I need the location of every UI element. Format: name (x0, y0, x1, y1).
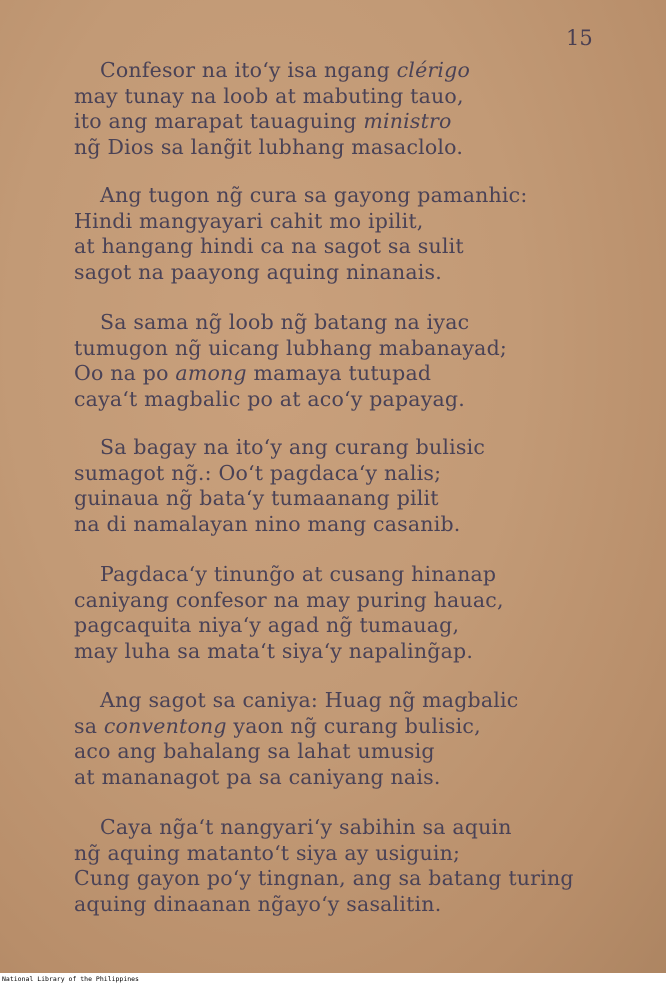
italic-word: clérigo (396, 58, 471, 82)
verse-line (74, 486, 634, 512)
stanza (74, 183, 634, 285)
stanza (74, 435, 634, 537)
verse-text: at hangang hindi ca na sagot sa sulit (74, 234, 464, 259)
verse-line (74, 234, 634, 260)
stanza (74, 815, 634, 917)
verse-text: ito ang marapat tauaguing (74, 109, 364, 134)
verse-line (74, 892, 634, 918)
verse-line (74, 336, 634, 362)
verse-text: yaon ng̃ curang bulisic, (226, 713, 481, 738)
verse-text: may luha sa mata‘t siya‘y napaling̃ap. (74, 638, 474, 663)
verse-line (74, 435, 634, 461)
verse-text: Ang tugon ng̃ cura sa gayong pamanhic: (100, 183, 528, 207)
verse-text: sumagot ng̃.: Oo‘t pagdaca‘y nalis; (74, 460, 442, 485)
verse-text: sagot na paayong aquing ninanais. (74, 259, 442, 284)
verse-line (74, 310, 634, 336)
stanza (74, 562, 634, 664)
verse-text: Ang sagot sa caniya: Huag ng̃ magbalic (100, 688, 519, 712)
verse-line (74, 512, 634, 538)
verse-line (74, 84, 634, 110)
verse-text: may tunay na loob at mabuting tauo, (74, 83, 464, 108)
verse-line (74, 588, 634, 614)
verse-line (74, 841, 634, 867)
italic-word: among (175, 361, 247, 386)
verse-text: Confesor na ito‘y isa ngang (100, 58, 397, 82)
verse-text: Cung gayon po‘y tingnan, ang sa batang turing (74, 866, 574, 891)
verse-line (74, 209, 634, 235)
verse-line (74, 714, 634, 740)
stanza (74, 688, 634, 790)
verse-text: Hindi mangyayari cahit mo ipilit, (74, 208, 424, 233)
page-number: 15 (566, 26, 593, 50)
verse-text: aquing dinaanan ng̃ayo‘y sasalitin. (74, 891, 442, 916)
verse-text: Caya ng̃a‘t nangyari‘y sabihin sa aquin (100, 815, 512, 839)
verse-line (74, 461, 634, 487)
library-credit: National Library of the Philippines (2, 975, 139, 983)
verse-line (74, 562, 634, 588)
verse-text: caya‘t magbalic po at aco‘y papayag. (74, 386, 465, 411)
verse-text: na di namalayan nino mang casanib. (74, 511, 461, 536)
italic-word: ministro (363, 109, 452, 134)
verse-text: aco ang bahalang sa lahat umusig (74, 739, 435, 764)
verse-line (74, 361, 634, 387)
verse-text: Sa sama ng̃ loob ng̃ batang na iyac (100, 310, 470, 334)
verse-line (74, 260, 634, 286)
verse-text: guinaua ng̃ bata‘y tumaanang pilit (74, 486, 439, 511)
verse-line (74, 688, 634, 714)
verse-text: Pagdaca‘y tinung̃o at cusang hinanap (100, 562, 497, 586)
verse-line (74, 183, 634, 209)
verse-text: tumugon ng̃ uicang lubhang mabanayad; (74, 335, 508, 360)
verse-text: ng̃ aquing matanto‘t siya ay usiguin; (74, 840, 461, 865)
verse-text: Sa bagay na ito‘y ang curang bulisic (100, 435, 486, 459)
verse-text: mamaya tutupad (246, 361, 432, 386)
verse-line (74, 387, 634, 413)
verse-text: Oo na po (74, 361, 176, 386)
italic-word: conventong (103, 713, 227, 738)
verse-text: sa (74, 713, 104, 738)
verse-text: pagcaquita niya‘y agad ng̃ tumauag, (74, 613, 460, 638)
verse-line (74, 135, 634, 161)
verse-text: at mananagot pa sa caniyang nais. (74, 764, 441, 789)
verse-text: caniyang confesor na may puring hauac, (74, 587, 504, 612)
stanza (74, 58, 634, 160)
verse-line (74, 765, 634, 791)
verse-line (74, 58, 634, 84)
stanza (74, 310, 634, 412)
verse-line (74, 109, 634, 135)
verse-text: ng̃ Dios sa lang̃it lubhang masaclolo. (74, 134, 464, 159)
verse-line (74, 739, 634, 765)
verse-line (74, 866, 634, 892)
verse-line (74, 639, 634, 665)
verse-line (74, 815, 634, 841)
verse-line (74, 613, 634, 639)
